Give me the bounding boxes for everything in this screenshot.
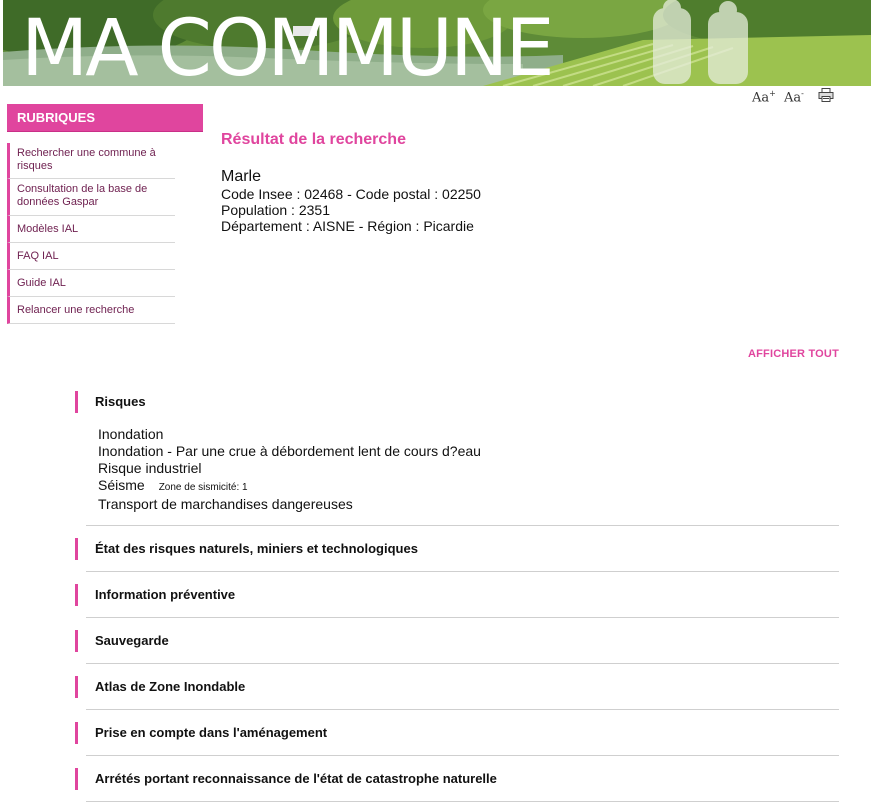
- decrease-font-button[interactable]: Aa-: [784, 89, 804, 106]
- risk-item: Inondation: [98, 426, 164, 442]
- section-header-safeguard[interactable]: Sauvegarde: [75, 630, 839, 652]
- section-header-planning[interactable]: Prise en compte dans l'aménagement: [75, 722, 839, 744]
- section-header-risks[interactable]: Risques: [75, 391, 839, 413]
- seismic-zone-note: Zone de sismicité: 1: [158, 482, 248, 493]
- risk-item: Transport de marchandises dangereuses: [98, 496, 353, 512]
- section-header-flood-atlas[interactable]: Atlas de Zone Inondable: [75, 676, 839, 698]
- risk-item: Inondation - Par une crue à débordement lent de cours d?eau: [98, 443, 481, 459]
- section-planning: [86, 710, 839, 756]
- sidebar-item-gaspar[interactable]: Consultation de la base de données Gaspar: [7, 179, 175, 216]
- commune-department: Département : AISNE - Région : Picardie: [221, 218, 474, 234]
- sidebar-item-ial-guide[interactable]: Guide IAL: [7, 270, 175, 297]
- sidebar: [7, 104, 203, 324]
- section-safeguard: [86, 618, 839, 664]
- section-state-risks: [86, 526, 839, 572]
- section-flood-atlas: [86, 664, 839, 710]
- section-header-disaster-decrees[interactable]: Arrétés portant reconnaissance de l'état de catastrophe naturelle: [75, 768, 839, 790]
- risk-item: Séisme: [98, 477, 145, 493]
- section-header-preventive-info[interactable]: Information préventive: [75, 584, 839, 606]
- result-title: Résultat de la recherche: [221, 131, 406, 148]
- increase-font-button[interactable]: Aa+: [752, 89, 776, 106]
- search-result: [221, 131, 741, 234]
- sidebar-item-new-search[interactable]: Relancer une recherche: [7, 297, 175, 324]
- section-disaster-decrees: [86, 756, 839, 802]
- commune-population: Population : 2351: [221, 202, 330, 218]
- risk-accordion: [75, 391, 839, 802]
- sidebar-item-ial-faq[interactable]: FAQ IAL: [7, 243, 175, 270]
- show-all-link[interactable]: AFFICHER TOUT: [747, 348, 839, 360]
- section-preventive-info: [86, 572, 839, 618]
- commune-name: Marle: [221, 168, 262, 185]
- print-button[interactable]: [818, 88, 834, 106]
- risk-item: Risque industriel: [98, 460, 202, 476]
- sidebar-item-ial-models[interactable]: Modèles IAL: [7, 216, 175, 243]
- risks-list: [86, 413, 839, 526]
- risk-item-seismic: [98, 477, 839, 496]
- header-banner: [3, 0, 871, 86]
- commune-codes: Code Insee : 02468 - Code postal : 02250: [221, 186, 481, 202]
- sidebar-item-search-commune[interactable]: Rechercher une commune à risques: [7, 143, 175, 179]
- section-header-state-risks[interactable]: État des risques naturels, miniers et technologiques: [75, 538, 839, 560]
- sidebar-menu: [7, 143, 175, 324]
- printer-icon: [818, 88, 834, 102]
- sidebar-title: RUBRIQUES: [7, 104, 203, 132]
- banner-title: MA COMMUNE: [21, 4, 552, 86]
